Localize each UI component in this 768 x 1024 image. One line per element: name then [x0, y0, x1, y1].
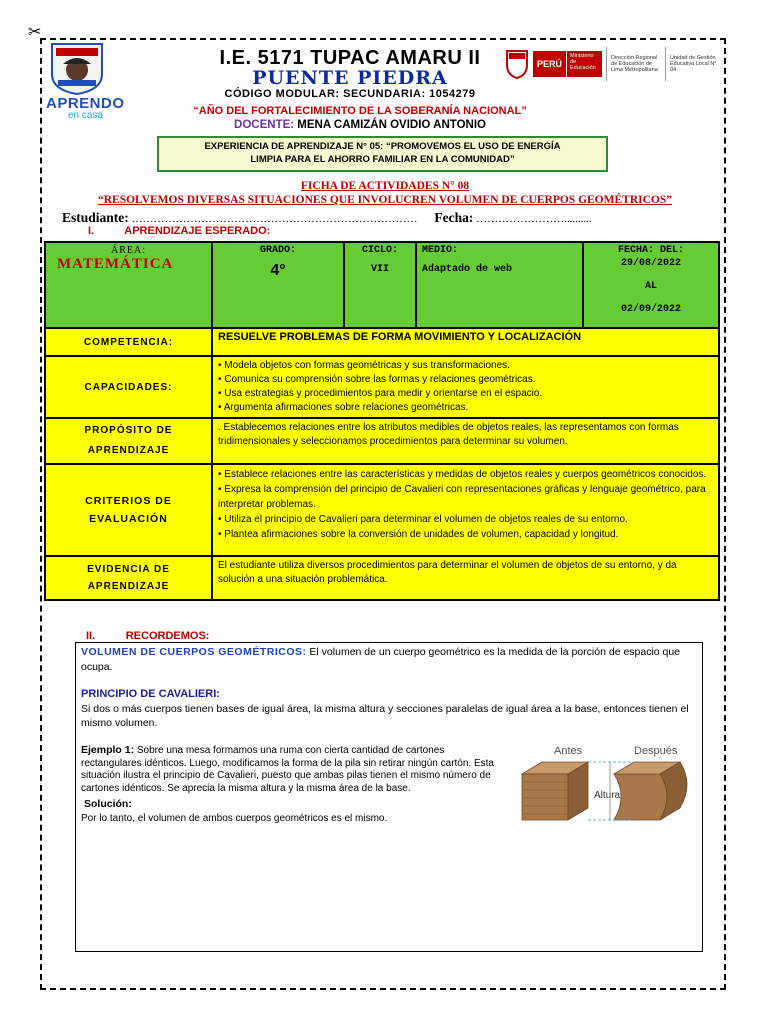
aprendizaje-table: [44, 241, 720, 601]
capacidad-item: • Comunica su comprensión sobre las formas y relaciones geométricas.: [218, 374, 536, 385]
area-value: MATEMÁTICA: [57, 256, 174, 272]
criterios-list: [212, 464, 719, 556]
ministry-banner: [505, 43, 725, 85]
school-name: I.E. 5171 TUPAC AMARU II: [219, 47, 481, 69]
conclusion-text: Por lo tanto, el volumen de ambos cuerpos geométricos es el mismo.: [81, 813, 388, 824]
scissors-icon: ✂: [28, 22, 42, 41]
experiencia-line-2: LIMPIA PARA EL AHORRO FAMILIAR EN LA COMUNIDAD”: [250, 154, 515, 165]
figure-label-despues: Después: [634, 745, 678, 757]
ejemplo-paragraph: [81, 744, 501, 795]
ejemplo-label: Ejemplo 1:: [81, 744, 135, 756]
ficha-title: FICHA DE ACTIVIDADES N° 08: [300, 180, 470, 192]
student-line: [62, 210, 592, 226]
fecha-label: Fecha:: [434, 210, 474, 225]
capacidad-item: • Modela objetos con formas geométricas y sus transformaciones.: [218, 360, 510, 371]
capacidades-list: [212, 356, 719, 418]
fecha-field[interactable]: ……………………..........: [473, 213, 592, 225]
evidencia-label-line2: APRENDIZAJE: [87, 581, 170, 592]
cavalieri-figure: [510, 738, 690, 828]
section-2-heading: II. RECORDEMOS:: [86, 630, 210, 642]
ciclo-cell: [344, 242, 416, 328]
stack-after-shape: [614, 762, 687, 820]
experiencia-line-1: EXPERIENCIA DE APRENDIZAJE N° 05: “PROMOVEMOS EL USO DE ENERGÍA: [204, 141, 561, 152]
criterio-item: • Establece relaciones entre las características y medidas de objetos reales y cuerpos geométricos conocidos.: [218, 469, 707, 480]
experiencia-box: [157, 136, 608, 172]
criterios-label-line1: CRITERIOS DE: [85, 495, 172, 507]
fecha-to: 02/09/2022: [620, 304, 681, 315]
fecha-al: AL: [644, 281, 657, 292]
school-logo: [46, 40, 108, 96]
proposito-label-line1: PROPÓSITO DE: [84, 425, 173, 436]
ministerio-label: Ministerio de Educación: [566, 51, 602, 77]
volumen-key: VOLUMEN DE CUERPOS GEOMÉTRICOS:: [81, 646, 307, 658]
figure-label-antes: Antes: [554, 745, 583, 757]
docente-label: DOCENTE:: [234, 119, 295, 131]
capacidad-item: • Usa estrategias y procedimientos para medir y orientarse en el espacio.: [218, 388, 543, 399]
criterio-item: • Utiliza el principio de Cavalieri para determinar el volumen de objetos reales de su entorno.: [218, 514, 628, 525]
peru-label: PERÚ: [533, 51, 566, 77]
grado-cell: [212, 242, 344, 328]
proposito-label: [45, 418, 212, 464]
medio-value: Adaptado de web: [422, 264, 513, 275]
codigo-modular: CÓDIGO MODULAR: SECUNDARIA: 1054279: [224, 88, 476, 100]
grado-value: 4°: [270, 262, 286, 279]
aprendo-en-casa-logo: APRENDO en casa: [46, 95, 125, 121]
area-cell: [45, 242, 212, 328]
docente-name: MENA CAMIZÁN OVIDIO ANTONIO: [294, 119, 486, 131]
student-field[interactable]: ……………………………………………………………………: [128, 213, 418, 225]
volumen-paragraph: [81, 645, 693, 675]
docente-line: [175, 119, 545, 131]
unidad-label: Unidad de Gestión Educativa Local N° 04: [665, 47, 718, 81]
ficha-subtitle: “RESOLVEMOS DIVERSAS SITUACIONES QUE INVOLUCREN VOLUMEN DE CUERPOS GEOMÉTRICOS”: [97, 194, 672, 206]
volumen-text: El volumen de un cuerpo geométrico es la medida de la porción de espacio que ocupa.: [81, 646, 681, 673]
year-motto: “AÑO DEL FORTALECIMIENTO DE LA SOBERANÍA NACIONAL”: [193, 105, 527, 117]
proposito-value: . Establecemos relaciones entre los atributos medibles de objetos reales, las representamos con formas tridimensionales y seleccionamos procedimientos para determinar su volumen.: [212, 418, 719, 464]
solucion-label: Solución:: [84, 798, 132, 810]
capacidades-label: CAPACIDADES:: [45, 356, 212, 418]
evidencia-label: [45, 556, 212, 600]
medio-label: MEDIO:: [422, 245, 459, 256]
proposito-label-line2: APRENDIZAJE: [87, 445, 170, 456]
ejemplo-text: Sobre una mesa formamos una ruma con cierta cantidad de cartones rectangulares idénticos. Luego, modificamos la forma de la pila sin retirar ningún cartón. Esta situación ilustra el principio de Cavalieri, puesto que ambas pilas tienen el mismo número de cartones idénticos. Se aprecia la misma altura y la misma área de la base.: [81, 745, 494, 794]
cavalieri-text: Si dos o más cuerpos tienen bases de igual área, la misma altura y secciones paralelas de igual área a la base, entonces tienen el mismo volumen.: [81, 703, 689, 729]
direccion-label: Dirección Regional de Educación de Lima Metropolitana: [606, 47, 661, 81]
evidencia-value: El estudiante utiliza diversos procedimientos para determinar el volumen de objetos de su entorno, y da solución a una situación problemática.: [212, 556, 719, 600]
area-label: ÁREA:: [111, 245, 146, 256]
criterio-item: • Expresa la comprensión del principio de Cavalieri con representaciones gráficas y lenguaje geométrico, para interpretar problemas.: [218, 484, 706, 510]
criterios-label-line2: EVALUACIÓN: [89, 513, 168, 525]
fecha-cell-label: FECHA: DEL:: [617, 245, 684, 256]
evidencia-label-line1: EVIDENCIA DE: [87, 564, 170, 575]
fecha-from: 29/08/2022: [620, 258, 681, 269]
cavalieri-heading: PRINCIPIO DE CAVALIERI:: [81, 688, 220, 700]
ciclo-value: VII: [370, 264, 389, 275]
competencia-label: COMPETENCIA:: [45, 328, 212, 356]
district-name: PUENTE PIEDRA: [252, 67, 448, 89]
peru-shield-icon: [505, 49, 529, 79]
student-label: Estudiante:: [62, 210, 129, 225]
grado-label: GRADO:: [259, 245, 296, 256]
criterio-item: • Plantea afirmaciones sobre la conversión de unidades de volumen, capacidad y longitud.: [218, 529, 619, 540]
competencia-value: RESUELVE PROBLEMAS DE FORMA MOVIMIENTO Y LOCALIZACIÓN: [212, 328, 719, 356]
medio-cell: [416, 242, 583, 328]
capacidad-item: • Argumenta afirmaciones sobre relaciones geométricas.: [218, 402, 469, 413]
ciclo-label: CICLO:: [361, 245, 398, 256]
fecha-cell: [583, 242, 719, 328]
stack-before-shape: [522, 762, 588, 820]
criterios-label: [45, 464, 212, 556]
figure-label-altura: Altura: [594, 790, 621, 801]
section-1-heading: I. APRENDIZAJE ESPERADO:: [88, 225, 271, 237]
